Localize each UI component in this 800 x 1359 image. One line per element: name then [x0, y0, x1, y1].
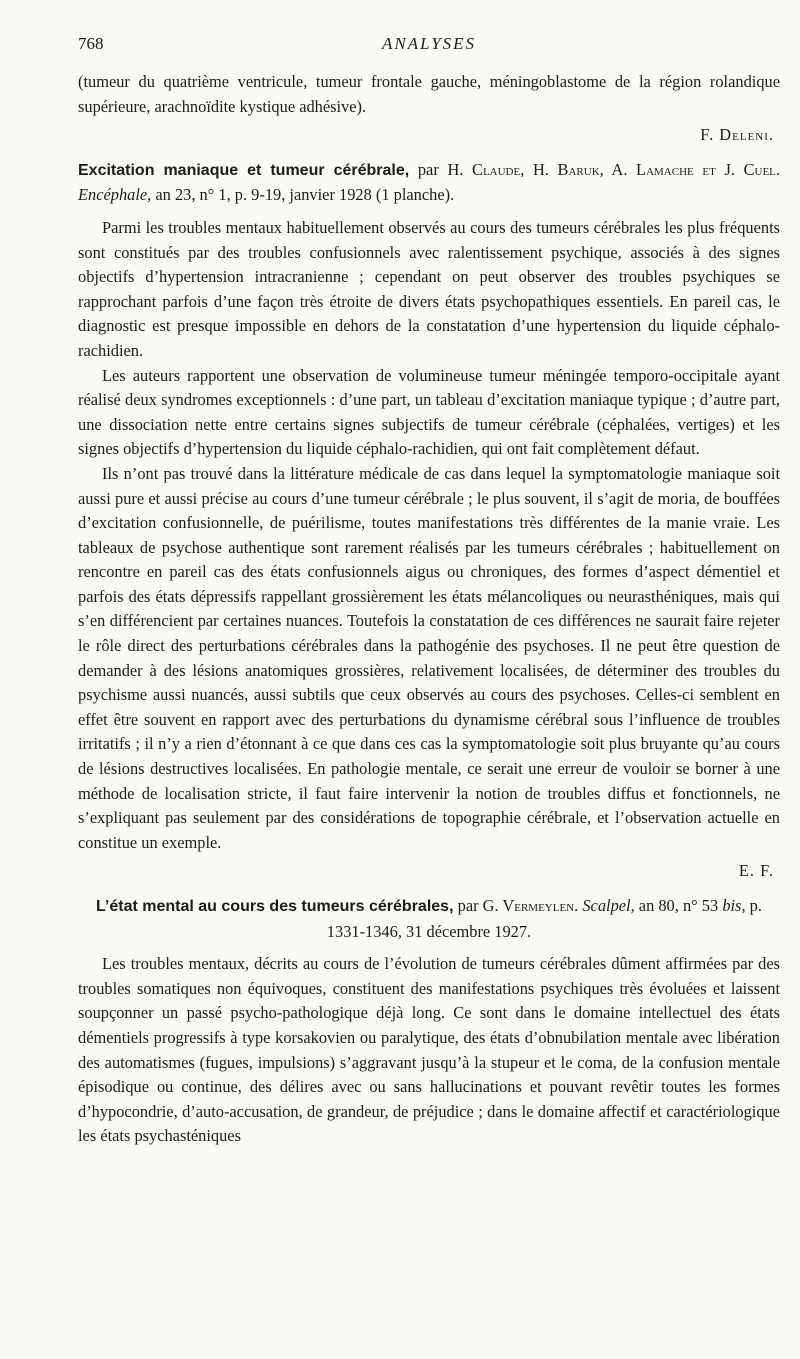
article1-details: an 23, n° 1, p. 9-19, janvier 1928 (1 planche). [155, 185, 455, 205]
article1-paragraph-1: Parmi les troubles mentaux habituellement observés au cours des tumeurs cérébrales les plus fréquents sont constitués par des troubles confusionnels avec ralentissement psychique, associés à des signes objectifs d’hypertension intracranienne ; cependant on peut observer des troubles psychiques se rapprochant parfois d’une façon très étroite de divers états psychopathiques essentiels. En pareil cas, le diagnostic est presque impossible en dehors de la constatation d’une hypertension du liquide céphalo-rachidien. [78, 217, 780, 360]
article1-by: par [417, 159, 439, 179]
article2-bis: bis, [722, 896, 746, 915]
running-title: ANALYSES [381, 34, 477, 53]
page-content [78, 70, 780, 1149]
article2-journal: Scalpel, [582, 896, 635, 915]
article1-journal: Encéphale, [78, 185, 152, 205]
previous-article-continuation: (tumeur du quatrième ventricule, tumeur frontale gauche, méningoblastome de la région rolandique supérieure, arachnoïdite kystique adhésive). [78, 72, 780, 116]
article1-title: Excitation maniaque et tumeur cérébrale, [78, 161, 410, 179]
page-number: 768 [78, 34, 104, 53]
article1-signature: E. F. [738, 861, 774, 881]
page-header [78, 34, 780, 58]
article1-heading [78, 158, 780, 208]
article2-title: L’état mental au cours des tumeurs cérébrales, [96, 898, 454, 915]
article2-authors: G. Vermeylen. [482, 896, 579, 915]
article2-by: par [457, 896, 479, 915]
article1-paragraph-3: Ils n’ont pas trouvé dans la littérature médicale de cas dans lequel la symptomatologie maniaque soit aussi pure et aussi précise au cours d’une tumeur cérébrale ; le plus souvent, il s’agit de moria, de bouffées d’excitation confusionnelle, de puérilisme, toutes manifestations très différentes de la manie vraie. Les tableaux de psychose authentique sont rarement réalisés par les tumeurs cérébrales ; habituellement on rencontre en pareil cas des états confusionnels aigus ou chroniques, des formes d’aspect démentiel et parfois des états dépressifs rappellant grossièrement les états mélancoliques ou neurasthéniques, mais qui s’en différencient par certaines nuances. Toutefois la constatation de ces différences ne saurait faire rejeter le rôle direct des perturbations cérébrales dans la pathogénie des psychoses. Il ne peut être question de demander à des lésions anatomiques grossières, relativement localisées, de déterminer des troubles du psychisme aussi nuancés, aussi subtils que ceux observés au cours des psychoses. Celles-ci semblent en effet être souvent en rapport avec des perturbations du dynamisme cérébral sous l’influence de troubles irritatifs ; il n’y a rien d’étonnant à ce que dans ces cas la symptomatologie soit plus bruyante qu’au cours de lésions destructives localisées. En pathologie mentale, ce serait une erreur de vouloir se borner à une méthode de localisation stricte, il faut faire intervenir la notion de troubles diffus et fonctionnels, ne s’expliquant pas seulement par des considérations de topographie cérébrale, et l’observation actuelle en constitue un exemple. [78, 463, 780, 852]
article2-paragraph-1: Les troubles mentaux, décrits au cours de l’évolution de tumeurs cérébrales dûment affirmées par des troubles somatiques non équivoques, constituent des manifestations psychiques très évoluées et laissent soupçonner un passé psycho-pathologique déjà long. Ce sont dans le domaine intellectuel des états démentiels progressifs à type korsakovien ou paralytique, des états d’obnubilation mentale avec libération des automatismes (fugues, impulsions) s’aggravant jusqu’à la stupeur et le coma, de la confusion mentale épisodique ou continue, des délires avec ou sans hallucinations et pouvant revêtir toutes les formes d’hypocondrie, d’auto-accusation, de grandeur, de préjudice ; dans le domaine affectif et caractériologique les états psychasténiques [78, 954, 780, 1146]
article2-details-a: an 80, n° 53 [638, 896, 719, 915]
article1-paragraph-2: Les auteurs rapportent une observation de volumineuse tumeur méningée temporo-occipitale ayant réalisé deux syndromes exceptionnels : d’une part, un tableau d’excitation maniaque typique ; d’autre part, une dissociation nette entre certains signes subjectifs de tumeur cérébrale (céphalées, vertiges) et les signes objectifs d’hypertension du liquide céphalo-rachidien, qui ont fait complètement défaut. [78, 365, 780, 459]
article1-authors: H. Claude, H. Baruk, A. Lamache et J. Cuel. [447, 159, 780, 179]
article2-details-b: p. 1331-1346, 31 décembre 1927. [326, 896, 762, 941]
article2-heading [78, 894, 780, 944]
previous-article-signature: F. Deleni. [700, 125, 774, 145]
